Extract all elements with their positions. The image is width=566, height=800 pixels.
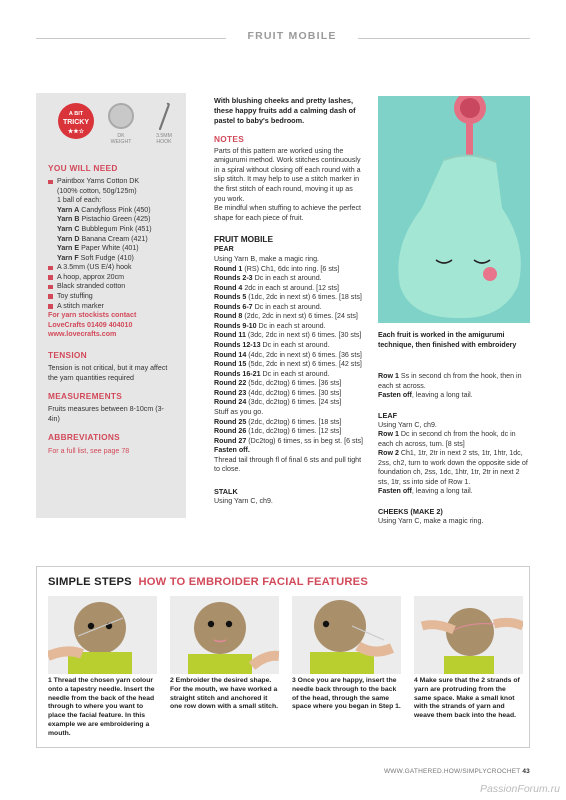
list-item: A stitch marker — [48, 302, 174, 312]
list-item: A hoop, approx 20cm — [48, 273, 174, 283]
photo-caption: Each fruit is worked in the amigurumi technique, then finished with embroidery — [378, 331, 517, 349]
notes-heading: NOTES — [214, 133, 245, 144]
leaf-start: Using Yarn C, ch9. — [378, 420, 437, 429]
watermark: PassionForum.ru — [480, 783, 560, 795]
measurements-heading: MEASUREMENTS — [48, 391, 123, 402]
stalk-heading: STALK — [214, 486, 238, 496]
pear-photo — [378, 96, 530, 323]
stalk-fasten: Fasten off, leaving a long tail. — [378, 391, 473, 400]
yarn-ball-icon — [108, 103, 134, 129]
yarn-item: Yarn A Candyfloss Pink (450) — [57, 205, 151, 214]
list-item: 1 ball of each: — [57, 196, 102, 205]
abbreviations-heading: ABBREVIATIONS — [48, 432, 120, 443]
page-number: 43 — [522, 768, 530, 775]
round-row: Round 26 (1dc, dc2tog) 6 times. [12 sts] — [214, 427, 342, 436]
step-2 — [170, 596, 279, 712]
yarn-item: Yarn E Paper White (401) — [57, 244, 139, 253]
step-1-text: 1 Thread the chosen yarn colour onto a tapestry needle. Insert the needle from the back of the head through to where you want to place the facial feature. In this example we are embroidering a mouth. — [48, 677, 155, 737]
round-row: Round 1 (RS) Ch1, 6dc into ring. [6 sts] — [214, 264, 340, 273]
pattern-column-right — [378, 372, 530, 526]
list-item: (100% cotton, 50g/125m) — [57, 186, 137, 195]
hook-size-label: 3.5MM HOOK — [156, 133, 172, 146]
badge-line2: TRICKY — [62, 119, 90, 127]
steps-title: SIMPLE STEPS HOW TO EMBROIDER FACIAL FEATURES — [48, 576, 368, 588]
fasten-off: Fasten off. — [214, 446, 250, 455]
yarn-item: Yarn D Banana Cream (421) — [57, 234, 148, 243]
footer-url[interactable]: WWW.GATHERED.HOW/SIMPLYCROCHET — [383, 768, 521, 775]
round-row: Round 11 (3dc, 2dc in next st) 6 times. [30 sts] — [214, 331, 362, 340]
round-row: Rounds 2-3 Dc in each st around. — [214, 274, 322, 283]
difficulty-icons — [48, 93, 174, 155]
page-section-title: FRUIT MOBILE — [247, 30, 337, 42]
stockists-line1: For yarn stockists contact — [48, 311, 137, 320]
pear-heading: PEAR — [214, 245, 234, 254]
simple-steps-box — [36, 566, 530, 748]
round-row: Round 25 (2dc, dc2tog) 6 times. [18 sts] — [214, 417, 342, 426]
step-3 — [292, 596, 401, 712]
yarn-item: Yarn B Pistachio Green (425) — [57, 215, 151, 224]
list-item: Toy stuffing — [48, 292, 174, 302]
round-row: Round 14 (4dc, 2dc in next st) 6 times. [36 sts] — [214, 350, 362, 359]
round-row: Round 15 (5dc, 2dc in next st) 6 times. [42 sts] — [214, 360, 362, 369]
round-row: Rounds 9-10 Dc in each st around. — [214, 321, 326, 330]
round-row: Round 27 (Dc2tog) 6 times, ss in beg st. [6 sts] — [214, 436, 364, 445]
tension-heading: TENSION — [48, 349, 87, 360]
round-row: Rounds 6-7 Dc in each st around. — [214, 302, 322, 311]
round-row: Round 8 (2dc, 2dc in next st) 6 times. [24 sts] — [214, 312, 358, 321]
step-3-photo — [292, 596, 401, 674]
cheeks-heading: CHEEKS (MAKE 2) — [378, 507, 443, 517]
step-4-text: 4 Make sure that the 2 strands of yarn are protruding from the same space. Make a small knot with the strands of yarn and weave them back into the head. — [414, 677, 520, 720]
step-4 — [414, 596, 523, 721]
step-2-photo — [170, 596, 279, 674]
stalk-row-1: Row 1 Ss in second ch from the hook, then in each st across. — [378, 372, 522, 390]
leaf-row-2: Row 2 Ch1, 1tr, 2tr in next 2 sts, 1tr, 1htr, 1dc, 2ss, ch2, turn to work down the opposite side of foundation ch, 2ss, 1dc, 1htr, 1tr, 2tr in next 2 sts, 1tr, ss into side of Row 1. — [378, 449, 528, 486]
list-item: Black stranded cotton — [48, 282, 174, 292]
pear-start: Using Yarn B, make a magic ring. — [214, 254, 320, 263]
notes-paragraph-2: Be mindful when stuffing to achieve the perfect shape for each piece of fruit. — [214, 204, 361, 222]
thread-note: Thread tail through fl of final 6 sts and pull tight to close. — [214, 455, 362, 474]
notes-paragraph-1: Parts of this pattern are worked using the amigurumi method. Work stitches continuously in a spiral without closing off each round with a slip stitch. It may help to use a stitch marker in the first stitch of each round, moving it up as you work. — [214, 146, 361, 203]
list-item: A 3.5mm (US E/4) hook — [48, 263, 174, 273]
fruit-mobile-heading: FRUIT MOBILE — [214, 234, 273, 245]
crochet-hook-icon — [152, 101, 176, 131]
badge-line1: A BIT — [68, 111, 84, 117]
stockists-link[interactable]: www.lovecrafts.com — [48, 330, 117, 339]
step-2-text: 2 Embroider the desired shape. For the mouth, we have worked a straight stitch and anchored it one row down with a small stitch. — [170, 677, 279, 711]
you-will-need-heading: YOU WILL NEED — [48, 163, 118, 173]
materials-list — [48, 177, 174, 311]
step-1-photo — [48, 596, 157, 674]
cheeks-text: Using Yarn C, make a magic ring. — [378, 516, 484, 525]
measurements-text: Fruits measures between 8-10cm (3-4in) — [48, 405, 164, 423]
round-row: Round 23 (4dc, dc2tog) 6 times. [30 sts] — [214, 388, 342, 397]
difficulty-badge — [58, 103, 94, 139]
page-footer — [384, 768, 530, 777]
step-3-text: 3 Once you are happy, insert the needle back through to the back of the head, through the same space where you began in Step 1. — [292, 677, 401, 711]
materials-sidebar — [36, 93, 186, 518]
leaf-heading: LEAF — [378, 410, 398, 420]
yarn-weight-label: DK WEIGHT — [110, 133, 132, 146]
leaf-row-1: Row 1 Dc in second ch from the hook, dc in each ch across, turn. [8 sts] — [378, 430, 516, 448]
round-row: Round 4 2dc in each st around. [12 sts] — [214, 283, 339, 292]
round-row: Rounds 5 (1dc, 2dc in next st) 6 times. [18 sts] — [214, 293, 362, 302]
badge-stars: ★★☆ — [67, 128, 85, 135]
stalk-text: Using Yarn C, ch9. — [214, 496, 273, 505]
header-rule-left — [36, 38, 226, 39]
abbreviations-link[interactable]: For a full list, see page 78 — [48, 446, 130, 455]
yarn-item: Yarn C Bubblegum Pink (451) — [57, 225, 152, 233]
list-item: Paintbox Yarns Cotton DK — [48, 177, 174, 187]
round-row: Round 24 (3dc, dc2tog) 6 times. [24 sts] — [214, 398, 342, 407]
step-1 — [48, 596, 157, 739]
pattern-column — [214, 96, 366, 506]
tension-text: Tension is not critical, but it may affect the yarn quantities required — [48, 363, 168, 382]
pear-illustration — [378, 96, 530, 323]
round-row: Rounds 16-21 Dc in each st around. — [214, 369, 330, 378]
step-4-photo — [414, 596, 523, 674]
stuff-note: Stuff as you go. — [214, 407, 264, 416]
yarn-item: Yarn F Soft Fudge (410) — [57, 253, 134, 262]
round-row: Rounds 12-13 Dc in each st around. — [214, 341, 330, 350]
leaf-fasten: Fasten off, leaving a long tail. — [378, 487, 473, 496]
stockists-line2: LoveCrafts 01409 404010 — [48, 320, 133, 329]
header-rule-right — [358, 38, 530, 39]
intro-text: With blushing cheeks and pretty lashes, these happy fruits add a calming dash of pastel to baby's bedroom. — [214, 96, 356, 125]
round-row: Round 22 (5dc, dc2tog) 6 times. [36 sts] — [214, 379, 342, 388]
